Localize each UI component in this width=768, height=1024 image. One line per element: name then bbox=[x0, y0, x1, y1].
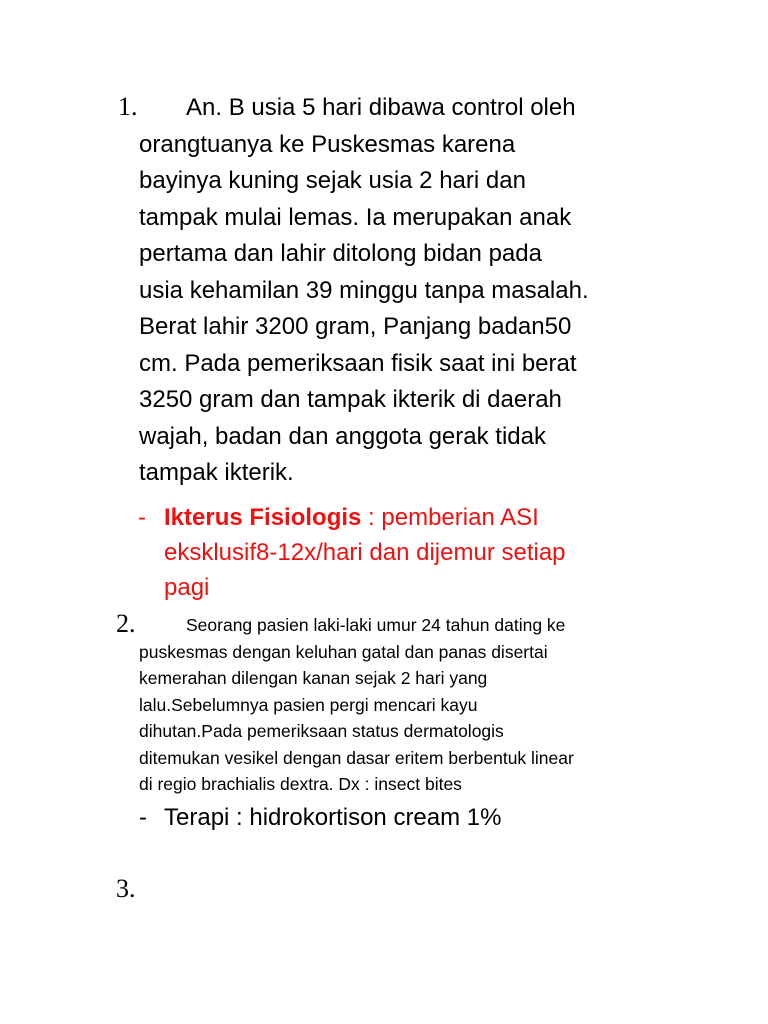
item-1-answer-line-1 bbox=[164, 500, 566, 535]
item-1-line: pertama dan lahir ditolong bidan pada bbox=[139, 240, 542, 267]
item-1-answer-dash: - bbox=[138, 504, 146, 531]
item-1-question bbox=[139, 90, 589, 492]
item-1-line: tampak mulai lemas. Ia merupakan anak bbox=[139, 203, 572, 231]
item-1-line: 3250 gram dan tampak ikterik di daerah bbox=[139, 386, 562, 413]
item-2-line: lalu.Sebelumnya pasien pergi mencari kayu bbox=[139, 694, 478, 715]
item-1-line: usia kehamilan 39 minggu tanpa masalah. bbox=[139, 276, 589, 304]
item-2-question bbox=[139, 612, 574, 798]
item-1-line: An. B usia 5 hari dibawa control oleh bbox=[186, 94, 576, 121]
item-2-line: ditemukan vesikel dengan dasar eritem berbentuk linear bbox=[139, 747, 574, 768]
item-1-answer-rest: : pemberian ASI bbox=[361, 504, 539, 531]
item-1-line: Berat lahir 3200 gram, Panjang badan50 bbox=[139, 313, 572, 340]
item-2-line: Seorang pasien laki-laki umur 24 tahun dating ke bbox=[186, 615, 566, 635]
item-2-answer: Terapi : hidrokortison cream 1% bbox=[164, 804, 502, 831]
item-2-answer-dash: - bbox=[139, 804, 147, 831]
item-2-number: 2. bbox=[116, 609, 136, 638]
item-1-number: 1. bbox=[118, 92, 138, 121]
item-3-number: 3. bbox=[116, 874, 136, 903]
item-2-line: puskesmas dengan keluhan gatal dan panas disertai bbox=[139, 641, 548, 662]
item-2-line: dihutan.Pada pemeriksaan status dermatologis bbox=[139, 721, 504, 741]
item-1-line: bayinya kuning sejak usia 2 hari dan bbox=[139, 167, 526, 194]
item-1-answer bbox=[164, 500, 566, 605]
item-1-answer-line-3: pagi bbox=[164, 574, 210, 601]
item-1-answer-title: Ikterus Fisiologis bbox=[164, 504, 362, 531]
item-1-line: tampak ikterik. bbox=[139, 459, 294, 486]
item-1-line: wajah, badan dan anggota gerak tidak bbox=[139, 422, 546, 450]
item-1-line: orangtuanya ke Puskesmas karena bbox=[139, 130, 516, 158]
item-1-answer-line-2: eksklusif8-12x/hari dan dijemur setiap bbox=[164, 539, 566, 566]
item-1-line: cm. Pada pemeriksaan fisik saat ini berat bbox=[139, 349, 577, 377]
item-2-line: kemerahan dilengan kanan sejak 2 hari yang bbox=[139, 668, 488, 688]
item-2-line: di regio brachialis dextra. Dx : insect bites bbox=[139, 774, 462, 794]
